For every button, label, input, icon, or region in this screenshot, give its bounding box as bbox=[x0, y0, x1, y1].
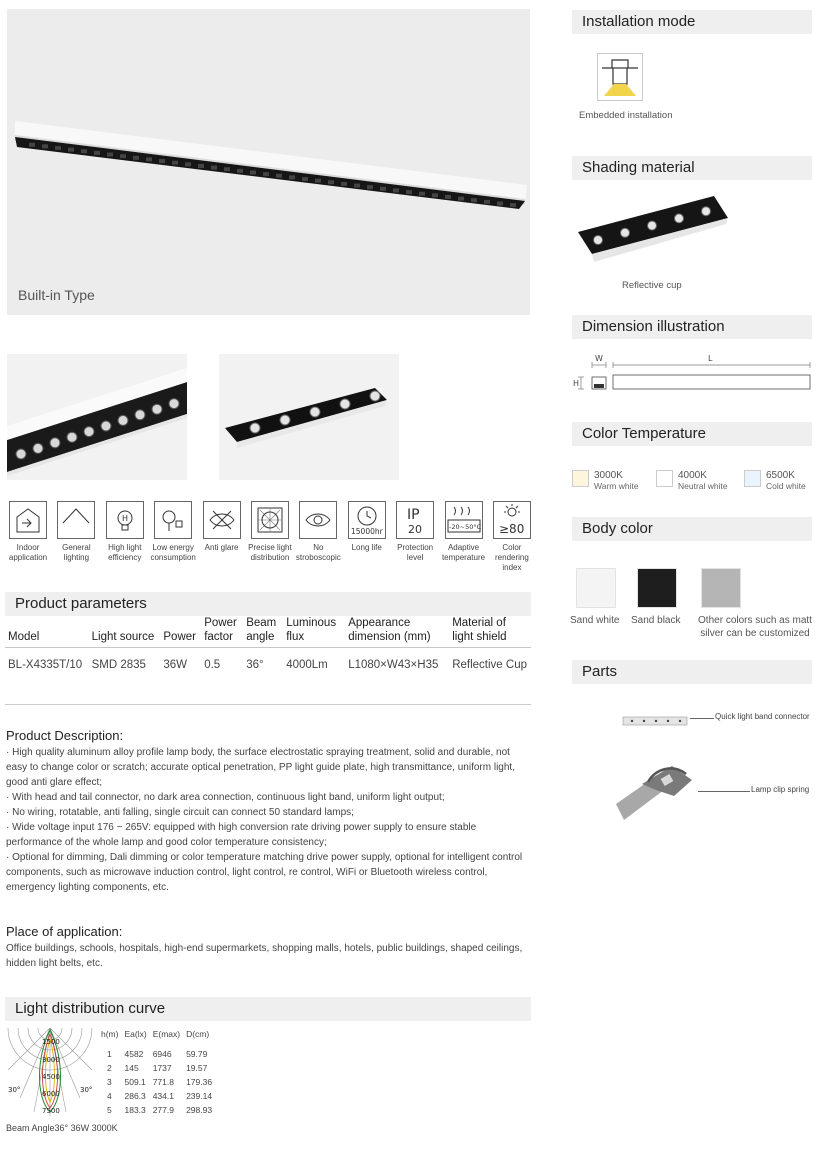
body-color-item bbox=[631, 568, 687, 627]
cell-power-factor: 0.5 bbox=[204, 659, 221, 671]
led-cell bbox=[510, 203, 516, 207]
led-cell bbox=[276, 174, 282, 178]
reflective-cup-label: Reflective cup bbox=[622, 280, 682, 291]
lamp-clip-spring-label: Lamp clip spring bbox=[751, 785, 810, 794]
color-temperature-value: 6500K bbox=[766, 470, 795, 481]
svg-text:IP: IP bbox=[407, 507, 420, 523]
led-dot bbox=[648, 221, 657, 230]
dimension-h-label: H bbox=[573, 379, 580, 388]
color-temperature-item bbox=[572, 470, 639, 491]
led-dot bbox=[340, 399, 350, 409]
cell-model: BL-X4335T/10 bbox=[8, 659, 83, 671]
led-cell bbox=[445, 195, 451, 199]
description-line: · Optional for dimming, Dali dimming or color temperature matching drive power supply, optional for intelligent control components, such as microwave induction control, light control, re control, WiFi or Bluetooth wireless control, emergency lighting components, etc. bbox=[6, 852, 523, 893]
led-dot bbox=[675, 214, 684, 223]
led-dot bbox=[310, 407, 320, 417]
polar-label: 6000 bbox=[42, 1090, 60, 1098]
feature-item bbox=[102, 501, 148, 573]
table-header-row bbox=[5, 616, 531, 648]
reflective-cup-thumbnail bbox=[219, 354, 399, 480]
feature-label: Long life bbox=[351, 543, 382, 552]
led-cell bbox=[224, 167, 230, 171]
led-cell bbox=[159, 159, 165, 163]
light-curve-caption: Beam Angle36° 36W 3000K bbox=[6, 1123, 118, 1133]
place-of-application-text: Office buildings, schools, hospitals, high-end supermarkets, shopping malls, hotels, public buildings, shaped ceilings, hidden light belts, etc. bbox=[6, 943, 523, 969]
svg-text:15000hr: 15000hr bbox=[350, 527, 383, 536]
light-distribution-header: Light distribution curve bbox=[5, 997, 531, 1021]
product-parameters-table bbox=[5, 616, 531, 671]
polar-label: 1500 bbox=[42, 1038, 60, 1046]
cell-material: Reflective Cup bbox=[452, 659, 527, 671]
description-line: · With head and tail connector, no dark area connection, continuous light band, uniform light output; bbox=[6, 792, 445, 803]
led-cell bbox=[107, 153, 113, 157]
feature-label: Precise light distribution bbox=[248, 543, 292, 562]
feature-label: Low energy consumption bbox=[150, 543, 196, 562]
color-temperature-name: Cold white bbox=[766, 481, 806, 491]
indoor-application-icon bbox=[9, 501, 47, 539]
led-cell bbox=[302, 177, 308, 181]
led-dot bbox=[594, 236, 603, 245]
feature-label: Color rendering index bbox=[495, 543, 529, 572]
body-color-swatch bbox=[637, 568, 677, 608]
led-dot bbox=[16, 449, 26, 459]
feature-item bbox=[489, 501, 535, 573]
led-cell bbox=[55, 146, 61, 150]
feature-item bbox=[392, 501, 438, 573]
led-cell bbox=[354, 184, 360, 188]
led-cell bbox=[406, 190, 412, 194]
general-lighting-icon bbox=[57, 501, 95, 539]
feature-label: Anti glare bbox=[204, 543, 239, 552]
led-dot bbox=[33, 443, 43, 453]
led-dot bbox=[118, 415, 128, 425]
col-d: D(cm) bbox=[186, 1029, 210, 1039]
svg-text:20: 20 bbox=[408, 523, 423, 536]
lamp-clip-spring-image bbox=[612, 760, 694, 824]
illuminance-header-row bbox=[101, 1027, 218, 1041]
dimension-illustration-header: Dimension illustration bbox=[572, 315, 812, 339]
reflective-cup-image bbox=[576, 190, 730, 270]
cell-beam-angle: 36° bbox=[246, 659, 264, 671]
header-material-of-light-shield: Material of light shield bbox=[449, 616, 531, 648]
led-cell bbox=[42, 144, 48, 148]
led-dot bbox=[135, 410, 145, 420]
body-color-header: Body color bbox=[572, 517, 812, 541]
low-energy-consumption-icon bbox=[154, 501, 192, 539]
led-cell bbox=[120, 154, 126, 158]
hero-caption: Built-in Type bbox=[18, 287, 95, 303]
color-temperature-value: 3000K bbox=[594, 470, 623, 481]
body-color-list bbox=[568, 568, 814, 648]
feature-label: General lighting bbox=[62, 543, 91, 562]
installation-mode-header: Installation mode bbox=[572, 10, 812, 34]
led-dot bbox=[101, 421, 111, 431]
feature-icons-row bbox=[5, 501, 535, 573]
led-cell bbox=[211, 166, 217, 170]
high-light-efficiency-icon bbox=[106, 501, 144, 539]
angled-view-thumbnail bbox=[7, 354, 187, 480]
color-temperature-header: Color Temperature bbox=[572, 422, 812, 446]
polar-diagram bbox=[6, 1028, 94, 1116]
feature-item bbox=[344, 501, 390, 573]
svg-text:≥80: ≥80 bbox=[498, 522, 525, 536]
precise-light-distribution-icon bbox=[251, 501, 289, 539]
color-temperature-name: Neutral white bbox=[678, 481, 728, 491]
table-row: 1 4582 6946 59.79 bbox=[107, 1049, 208, 1059]
description-line: · No wiring, rotatable, anti falling, single circuit can connect 50 standard lamps; bbox=[6, 807, 354, 818]
header-power-factor: Power factor bbox=[201, 616, 243, 648]
description-line: · Wide voltage input 176 ~ 265V: equipped with high conversion rate driving power supply to ensure stable performance of the whole lamp and good color temperature consistency; bbox=[6, 822, 477, 848]
long-life-icon bbox=[348, 501, 386, 539]
body-color-item bbox=[570, 568, 626, 627]
body-color-name: Sand white bbox=[570, 615, 620, 626]
description-line: · High quality aluminum alloy profile lamp body, the surface electrostatic spraying treatment, solid and durable, not easy to change color or scratch; accurate optical penetration, PP light guide plate, high transmittance, uniform light, good anti glare effect; bbox=[6, 747, 515, 788]
feature-label: High light efficiency bbox=[108, 543, 142, 562]
embedded-installation-label: Embedded installation bbox=[579, 110, 673, 121]
led-cell bbox=[497, 201, 503, 205]
product-description-body bbox=[6, 745, 532, 895]
place-of-application-title: Place of application: bbox=[6, 924, 123, 939]
feature-item bbox=[150, 501, 196, 573]
feature-item bbox=[53, 501, 99, 573]
linear-light-illustration bbox=[7, 9, 530, 315]
dimension-w-label: W bbox=[595, 354, 603, 363]
color-temperature-item bbox=[656, 470, 728, 491]
led-cell bbox=[432, 193, 438, 197]
parts-header: Parts bbox=[572, 660, 812, 684]
header-appearance-dimension: Appearance dimension (mm) bbox=[345, 616, 449, 648]
led-dot bbox=[280, 415, 290, 425]
polar-label: 7500 bbox=[42, 1107, 60, 1115]
led-cell bbox=[367, 185, 373, 189]
feature-item bbox=[295, 501, 341, 573]
quick-light-band-connector-image bbox=[622, 714, 688, 726]
led-cell bbox=[380, 187, 386, 191]
feature-label: No stroboscopic bbox=[295, 543, 341, 562]
cell-power: 36W bbox=[163, 659, 188, 671]
table-row: 4 286.3 434.1 239.14 bbox=[107, 1091, 213, 1101]
color-swatch bbox=[656, 470, 673, 487]
led-dot bbox=[50, 438, 60, 448]
header-light-source: Light source bbox=[89, 616, 161, 648]
led-cell bbox=[237, 169, 243, 173]
feature-item bbox=[441, 501, 487, 573]
color-temperature-value: 4000K bbox=[678, 470, 707, 481]
shading-material-header: Shading material bbox=[572, 156, 812, 180]
col-emax: E(max) bbox=[152, 1029, 181, 1039]
led-cell bbox=[250, 170, 256, 174]
led-dot bbox=[702, 207, 711, 216]
hero-product-image bbox=[7, 9, 530, 315]
table-row bbox=[5, 648, 531, 672]
led-cell bbox=[146, 157, 152, 161]
led-cell bbox=[81, 149, 87, 153]
header-luminous-flux: Luminous flux bbox=[283, 616, 345, 648]
product-parameters-header: Product parameters bbox=[5, 592, 531, 616]
color-swatch bbox=[744, 470, 761, 487]
cell-light-source: SMD 2835 bbox=[91, 659, 146, 671]
led-cell bbox=[289, 175, 295, 179]
led-cell bbox=[172, 161, 178, 165]
divider bbox=[5, 704, 531, 705]
feature-item bbox=[199, 501, 245, 573]
header-power: Power bbox=[160, 616, 201, 648]
feature-label: Protection level bbox=[397, 543, 434, 562]
body-color-swatch bbox=[701, 568, 741, 608]
led-cell bbox=[458, 197, 464, 201]
anti-glare-icon bbox=[203, 501, 241, 539]
led-cell bbox=[94, 151, 100, 155]
polar-label: 3000 bbox=[42, 1056, 60, 1064]
body-color-item bbox=[695, 568, 815, 640]
led-cell bbox=[393, 188, 399, 192]
led-cell bbox=[185, 162, 191, 166]
led-cell bbox=[263, 172, 269, 176]
header-beam-angle: Beam angle bbox=[243, 616, 283, 648]
led-dot bbox=[67, 432, 77, 442]
led-dot bbox=[370, 391, 380, 401]
color-temperature-name: Warm white bbox=[594, 481, 639, 491]
feature-item bbox=[247, 501, 293, 573]
body-color-name: Other colors such as matt silver can be customized bbox=[698, 615, 812, 639]
dimension-l-label: L bbox=[708, 354, 713, 363]
led-cell bbox=[341, 182, 347, 186]
feature-label: Adaptive temperature bbox=[441, 543, 486, 562]
led-cell bbox=[198, 164, 204, 168]
body-color-swatch bbox=[576, 568, 616, 608]
color-swatch bbox=[572, 470, 589, 487]
led-cell bbox=[471, 198, 477, 202]
feature-label: Indoor application bbox=[8, 543, 48, 562]
svg-text:H: H bbox=[121, 514, 128, 523]
polar-angle-label: 30° bbox=[8, 1086, 21, 1094]
cell-luminous-flux: 4000Lm bbox=[286, 659, 328, 671]
color-rendering-index-icon bbox=[493, 501, 531, 539]
led-dot bbox=[152, 404, 162, 414]
led-dot bbox=[250, 423, 260, 433]
color-temperature-item bbox=[744, 470, 806, 491]
svg-text:-20~50°C: -20~50°C bbox=[448, 523, 481, 531]
led-cell bbox=[315, 179, 321, 183]
table-row: 2 145 1737 19.57 bbox=[107, 1063, 208, 1073]
dimension-drawing bbox=[570, 353, 814, 397]
table-row: 5 183.3 277.9 298.93 bbox=[107, 1105, 213, 1115]
led-cell bbox=[328, 180, 334, 184]
product-description-title: Product Description: bbox=[6, 728, 124, 743]
header-model: Model bbox=[5, 616, 89, 648]
led-cell bbox=[419, 192, 425, 196]
quick-light-band-connector-label: Quick light band connector bbox=[715, 712, 810, 721]
col-h: h(m) bbox=[101, 1029, 119, 1039]
feature-item bbox=[5, 501, 51, 573]
led-dot bbox=[169, 399, 179, 409]
protection-level-icon bbox=[396, 501, 434, 539]
adaptive-temperature-icon bbox=[445, 501, 483, 539]
led-cell bbox=[133, 156, 139, 160]
no-stroboscopic-icon bbox=[299, 501, 337, 539]
polar-label: 4500 bbox=[42, 1073, 60, 1081]
col-ea: Ea(lx) bbox=[124, 1029, 147, 1039]
embedded-installation-icon bbox=[597, 53, 643, 101]
polar-angle-label: 30° bbox=[80, 1086, 93, 1094]
led-dot bbox=[621, 228, 630, 237]
table-row: 3 509.1 771.8 179.36 bbox=[107, 1077, 213, 1087]
led-cell bbox=[68, 148, 74, 152]
led-cell bbox=[484, 200, 490, 204]
body-color-name: Sand black bbox=[631, 615, 681, 626]
cell-appearance-dimension: L1080×W43×H35 bbox=[348, 659, 439, 671]
led-cell bbox=[29, 143, 35, 147]
led-dot bbox=[84, 427, 94, 437]
illuminance-table bbox=[101, 1027, 218, 1117]
